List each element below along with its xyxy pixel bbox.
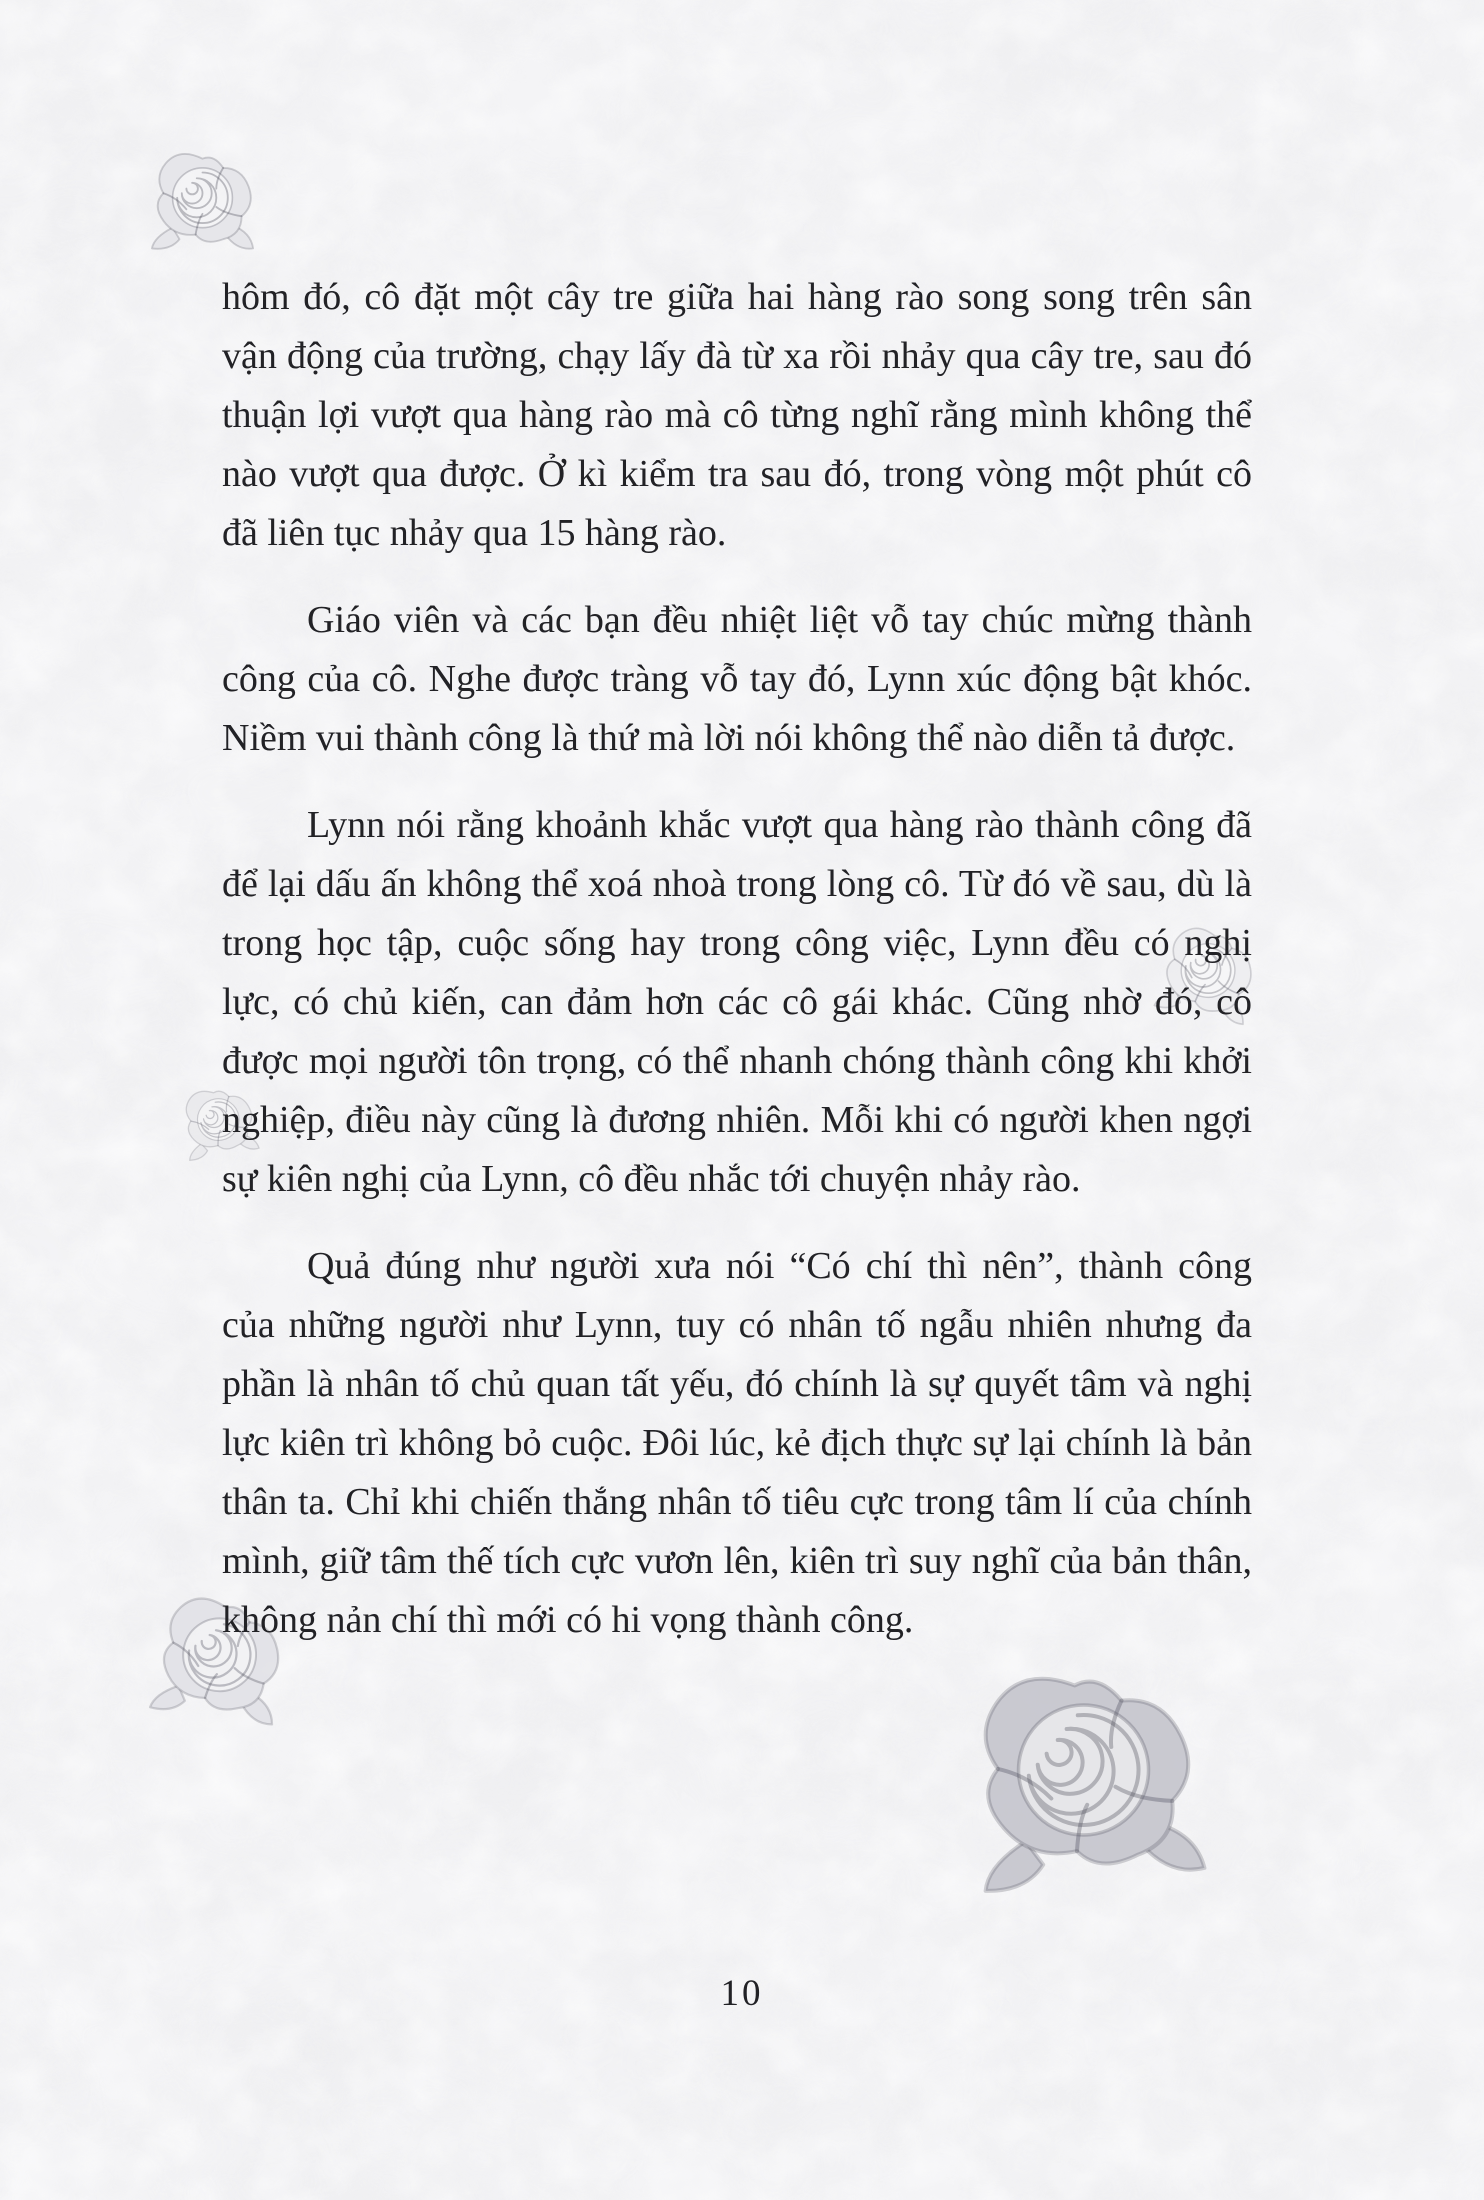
page-text: [222, 268, 1252, 1678]
rose-bottom-center-icon: [964, 1664, 1204, 1892]
paragraph: Lynn nói rằng khoảnh khắc vượt qua hàng rào thành công đã để lại dấu ấn không thể xoá nhoà trong lòng cô. Từ đó về sau, dù là trong học tập, cuộc sống hay trong công việc, Lynn đều có nghị lực, có chủ kiến, can đảm hơn các cô gái khác. Cũng nhờ đó, cô được mọi người tôn trọng, có thể nhanh chóng thành công khi khởi nghiệp, điều này cũng là đương nhiên. Mỗi khi có người khen ngợi sự kiên nghị của Lynn, cô đều nhắc tới chuyện nhảy rào.: [222, 804, 1252, 1200]
paragraph: Quả đúng như người xưa nói “Có chí thì nên”, thành công của những người như Lynn, tuy có nhân tố ngẫu nhiên nhưng đa phần là nhân tố chủ quan tất yếu, đó chính là sự quyết tâm và nghị lực kiên trì không bỏ cuộc. Đôi lúc, kẻ địch thực sự lại chính là bản thân ta. Chỉ khi chiến thắng nhân tố tiêu cực trong tâm lí của chính mình, giữ tâm thế tích cực vươn lên, kiên trì suy nghĩ của bản thân, không nản chí thì mới có hi vọng thành công.: [222, 1245, 1252, 1641]
page-number: 10: [720, 1973, 764, 2014]
paragraph: Giáo viên và các bạn đều nhiệt liệt vỗ tay chúc mừng thành công của cô. Nghe được tràng vỗ tay đó, Lynn xúc động bật khóc. Niềm vui thành công là thứ mà lời nói không thể nào diễn tả được.: [222, 599, 1252, 759]
paragraph: hôm đó, cô đặt một cây tre giữa hai hàng rào song song trên sân vận động của trường, chạy lấy đà từ xa rồi nhảy qua cây tre, sau đó thuận lợi vượt qua hàng rào mà cô từng nghĩ rằng mình không thể nào vượt qua được. Ở kì kiểm tra sau đó, trong vòng một phút cô đã liên tục nhảy qua 15 hàng rào.: [222, 276, 1252, 554]
rose-top-left-icon: [152, 154, 253, 249]
